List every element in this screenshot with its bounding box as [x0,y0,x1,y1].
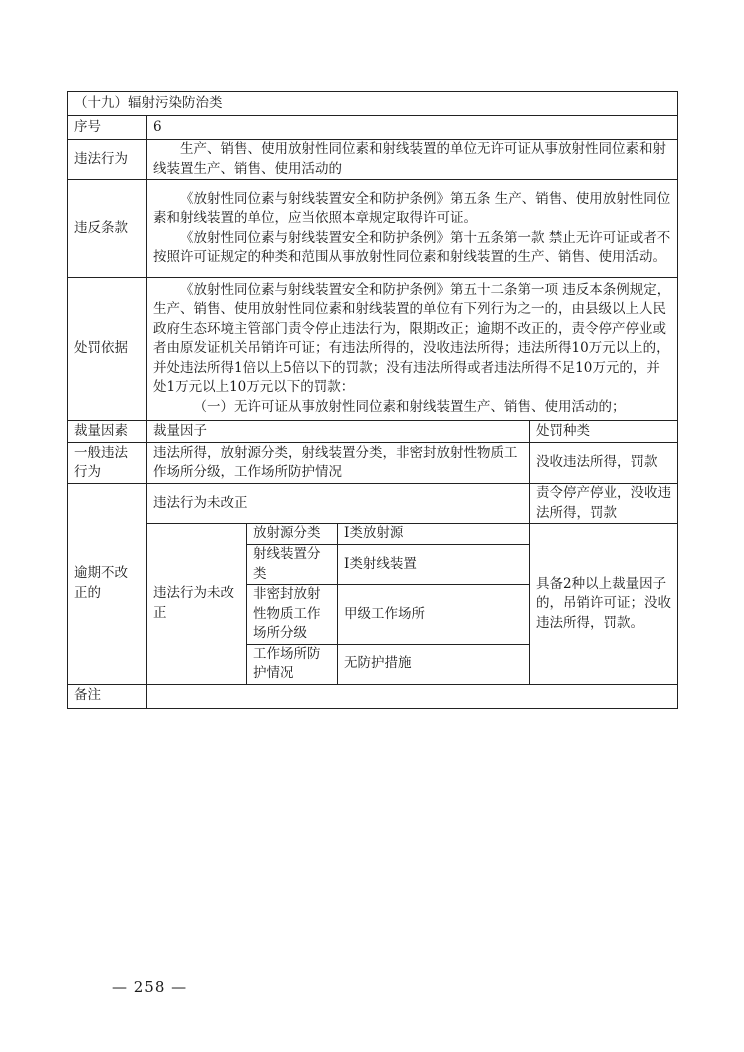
serial-value: 6 [147,116,678,140]
remarks-label: 备注 [68,684,147,708]
general-violation-label: 一般违法行为 [68,443,147,484]
overdue-detailed-penalty: 具备2种以上裁量因子的，吊销许可证；没收违法所得，罚款。 [530,524,678,685]
violation-label: 违法行为 [68,140,147,180]
violation-text: 生产、销售、使用放射性同位素和射线装置的单位无许可证从事放射性同位素和射线装置生产、销售、使用活动的 [147,140,678,180]
violated-provisions-label: 违反条款 [68,180,147,278]
provision-paragraph: 《放射性同位素与射线装置安全和防护条例》第十五条第一款 禁止无许可证或者不按照许可证规定的种类和范围从事放射性同位素和射线装置的生产、销售、使用活动。 [153,229,671,265]
penalty-type-header: 处罚种类 [530,421,678,443]
basis-paragraph: （一）无许可证从事放射性同位素和射线装置生产、销售、使用活动的； [193,398,626,415]
factor-item-name: 放射源分类 [247,524,338,545]
factor-item-value: 甲级工作场所 [338,585,530,645]
basis-paragraph: 《放射性同位素与射线装置安全和防护条例》第五十二条第一项 违反本条例规定，生产、销售、使用放射性同位素和射线装置的单位有下列行为之一的，由县级以上人民政府生态环境主管部门责令停止违法行为，限期改正；逾期不改正的，责令停产停业或者由原发证机关吊销许可证；有违法所得的，没收违法所得；违法所得10万元以上的，并处违法所得1倍以上5倍以下的罚款；没有违法所得或者违法所得不足10万元的，并处1万元以上10万元以下的罚款： [153,281,671,396]
overdue-detailed-factor: 违法行为未改正 [147,524,247,685]
provision-paragraph: 《放射性同位素与射线装置安全和防护条例》第五条 生产、销售、使用放射性同位素和射线装置的单位，应当依照本章规定取得许可证。 [153,190,671,226]
overdue-label: 逾期不改正的 [68,484,147,685]
violated-provisions-text [147,180,678,278]
general-violation-factors: 违法所得，放射源分类，射线装置分类，非密封放射性物质工作场所分级，工作场所防护情况 [147,443,530,484]
page-number: — 258 — [112,978,188,996]
discretion-sub-factor-header: 裁量因子 [147,421,530,443]
serial-label: 序号 [68,116,147,140]
factor-item-name: 非密封放射性物质工作场所分级 [247,585,338,645]
remarks-value [147,684,678,708]
factor-item-name: 工作场所防护情况 [247,644,338,684]
section-title: （十九）辐射污染防治类 [68,92,678,116]
discretion-factor-header: 裁量因素 [68,421,147,443]
factor-item-value: I类射线装置 [338,545,530,585]
factor-item-name: 射线装置分类 [247,545,338,585]
general-violation-penalty: 没收违法所得，罚款 [530,443,678,484]
overdue-not-corrected-factor: 违法行为未改正 [147,484,530,524]
factor-item-value: I类放射源 [338,524,530,545]
factor-item-value: 无防护措施 [338,644,530,684]
overdue-not-corrected-penalty: 责令停产停业，没收违法所得，罚款 [530,484,678,524]
penalty-basis-text [147,278,678,421]
penalty-basis-label: 处罚依据 [68,278,147,421]
penalty-discretion-table [67,91,678,709]
